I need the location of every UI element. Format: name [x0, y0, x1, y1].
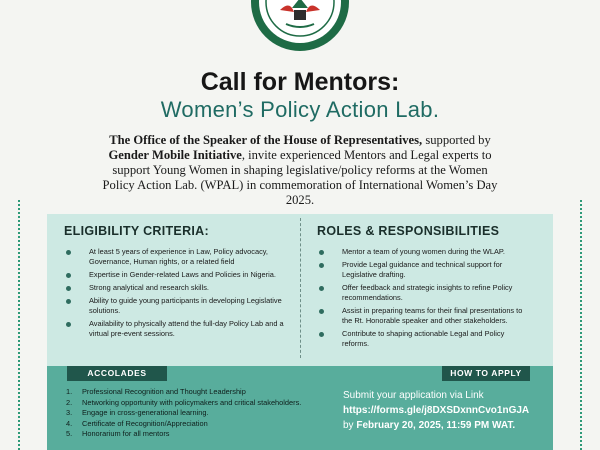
accolade-item: 3. Engage in cross-generational learning.: [66, 408, 209, 417]
bullet-icon: [319, 286, 324, 291]
roles-heading: ROLES & RESPONSIBILITIES: [317, 224, 500, 238]
accolades-list: [66, 387, 336, 440]
page-subtitle: Women’s Policy Action Lab.: [160, 97, 440, 122]
how-to-apply-tag: HOW TO APPLY: [442, 366, 530, 381]
column-divider: [300, 218, 301, 358]
bullet-icon: [319, 332, 324, 337]
roles-item: Contribute to shaping actionable Legal and Policy reforms.: [317, 329, 529, 349]
eligibility-section: [64, 224, 286, 342]
apply-prompt: Submit your application via Link: [343, 390, 484, 401]
apply-section: [343, 388, 553, 433]
application-deadline: February 20, 2025, 11:59 PM WAT.: [356, 420, 516, 431]
bullet-icon: [66, 299, 71, 304]
decorative-dotted-line-left: [18, 200, 20, 450]
eligibility-item: Availability to physically attend the full-day Policy Lab and a virtual pre-event sessions.: [64, 319, 286, 339]
intro-partner: Gender Mobile Initiative: [108, 148, 242, 162]
intro-office: The Office of the Speaker of the House of Representatives,: [109, 133, 423, 147]
bullet-icon: [66, 273, 71, 278]
roles-item: Offer feedback and strategic insights to refine Policy recommendations.: [317, 283, 529, 303]
roles-section: [317, 224, 529, 352]
bullet-icon: [319, 250, 324, 255]
accolade-item: 2. Networking opportunity with policymakers and critical stakeholders.: [66, 397, 302, 407]
bullet-icon: [66, 286, 71, 291]
intro-body: , invite experienced Mentors and Legal experts to support Young Women in shaping legislative/policy reforms at the Women Policy Action Lab. (WPAL) in commemoration of International Women’s Day 2025.: [102, 148, 498, 207]
eligibility-item: Strong analytical and research skills.: [64, 283, 286, 293]
intro-supported-by: supported by: [425, 133, 491, 147]
eligibility-heading: ELIGIBILITY CRITERIA:: [64, 224, 209, 238]
accolades-tag: ACCOLADES: [67, 366, 167, 381]
roles-item: Assist in preparing teams for their final presentations to the Rt. Honorable speaker and other stakeholders.: [317, 306, 529, 326]
eligibility-item: Expertise in Gender-related Laws and Policies in Nigeria.: [64, 270, 286, 280]
bullet-icon: [66, 250, 71, 255]
accolade-item: 4. Certificate of Recognition/Appreciation: [66, 418, 208, 428]
roles-item: Mentor a team of young women during the WLAP.: [317, 247, 529, 257]
decorative-dotted-line-right: [580, 200, 582, 450]
eligibility-item: Ability to guide young participants in developing Legislative solutions.: [64, 296, 286, 316]
bullet-icon: [66, 322, 71, 327]
roles-item: Provide Legal guidance and technical support for Legislative drafting.: [317, 260, 529, 280]
accolade-item: 1. Professional Recognition and Thought Leadership: [66, 387, 246, 396]
application-link[interactable]: https://forms.gle/j8DXSDxnnCvo1nGJA: [343, 405, 530, 416]
bullet-icon: [319, 309, 324, 314]
page-title: Call for Mentors:: [200, 68, 400, 96]
apply-by: by: [343, 420, 354, 431]
intro-paragraph: [100, 133, 500, 208]
speaker-seal-logo: [250, 0, 350, 52]
bullet-icon: [319, 263, 324, 268]
accolade-item: 5. Honorarium for all mentors: [66, 429, 170, 438]
eligibility-item: At least 5 years of experience in Law, Policy advocacy, Governance, Human rights, or a related field: [64, 247, 286, 267]
